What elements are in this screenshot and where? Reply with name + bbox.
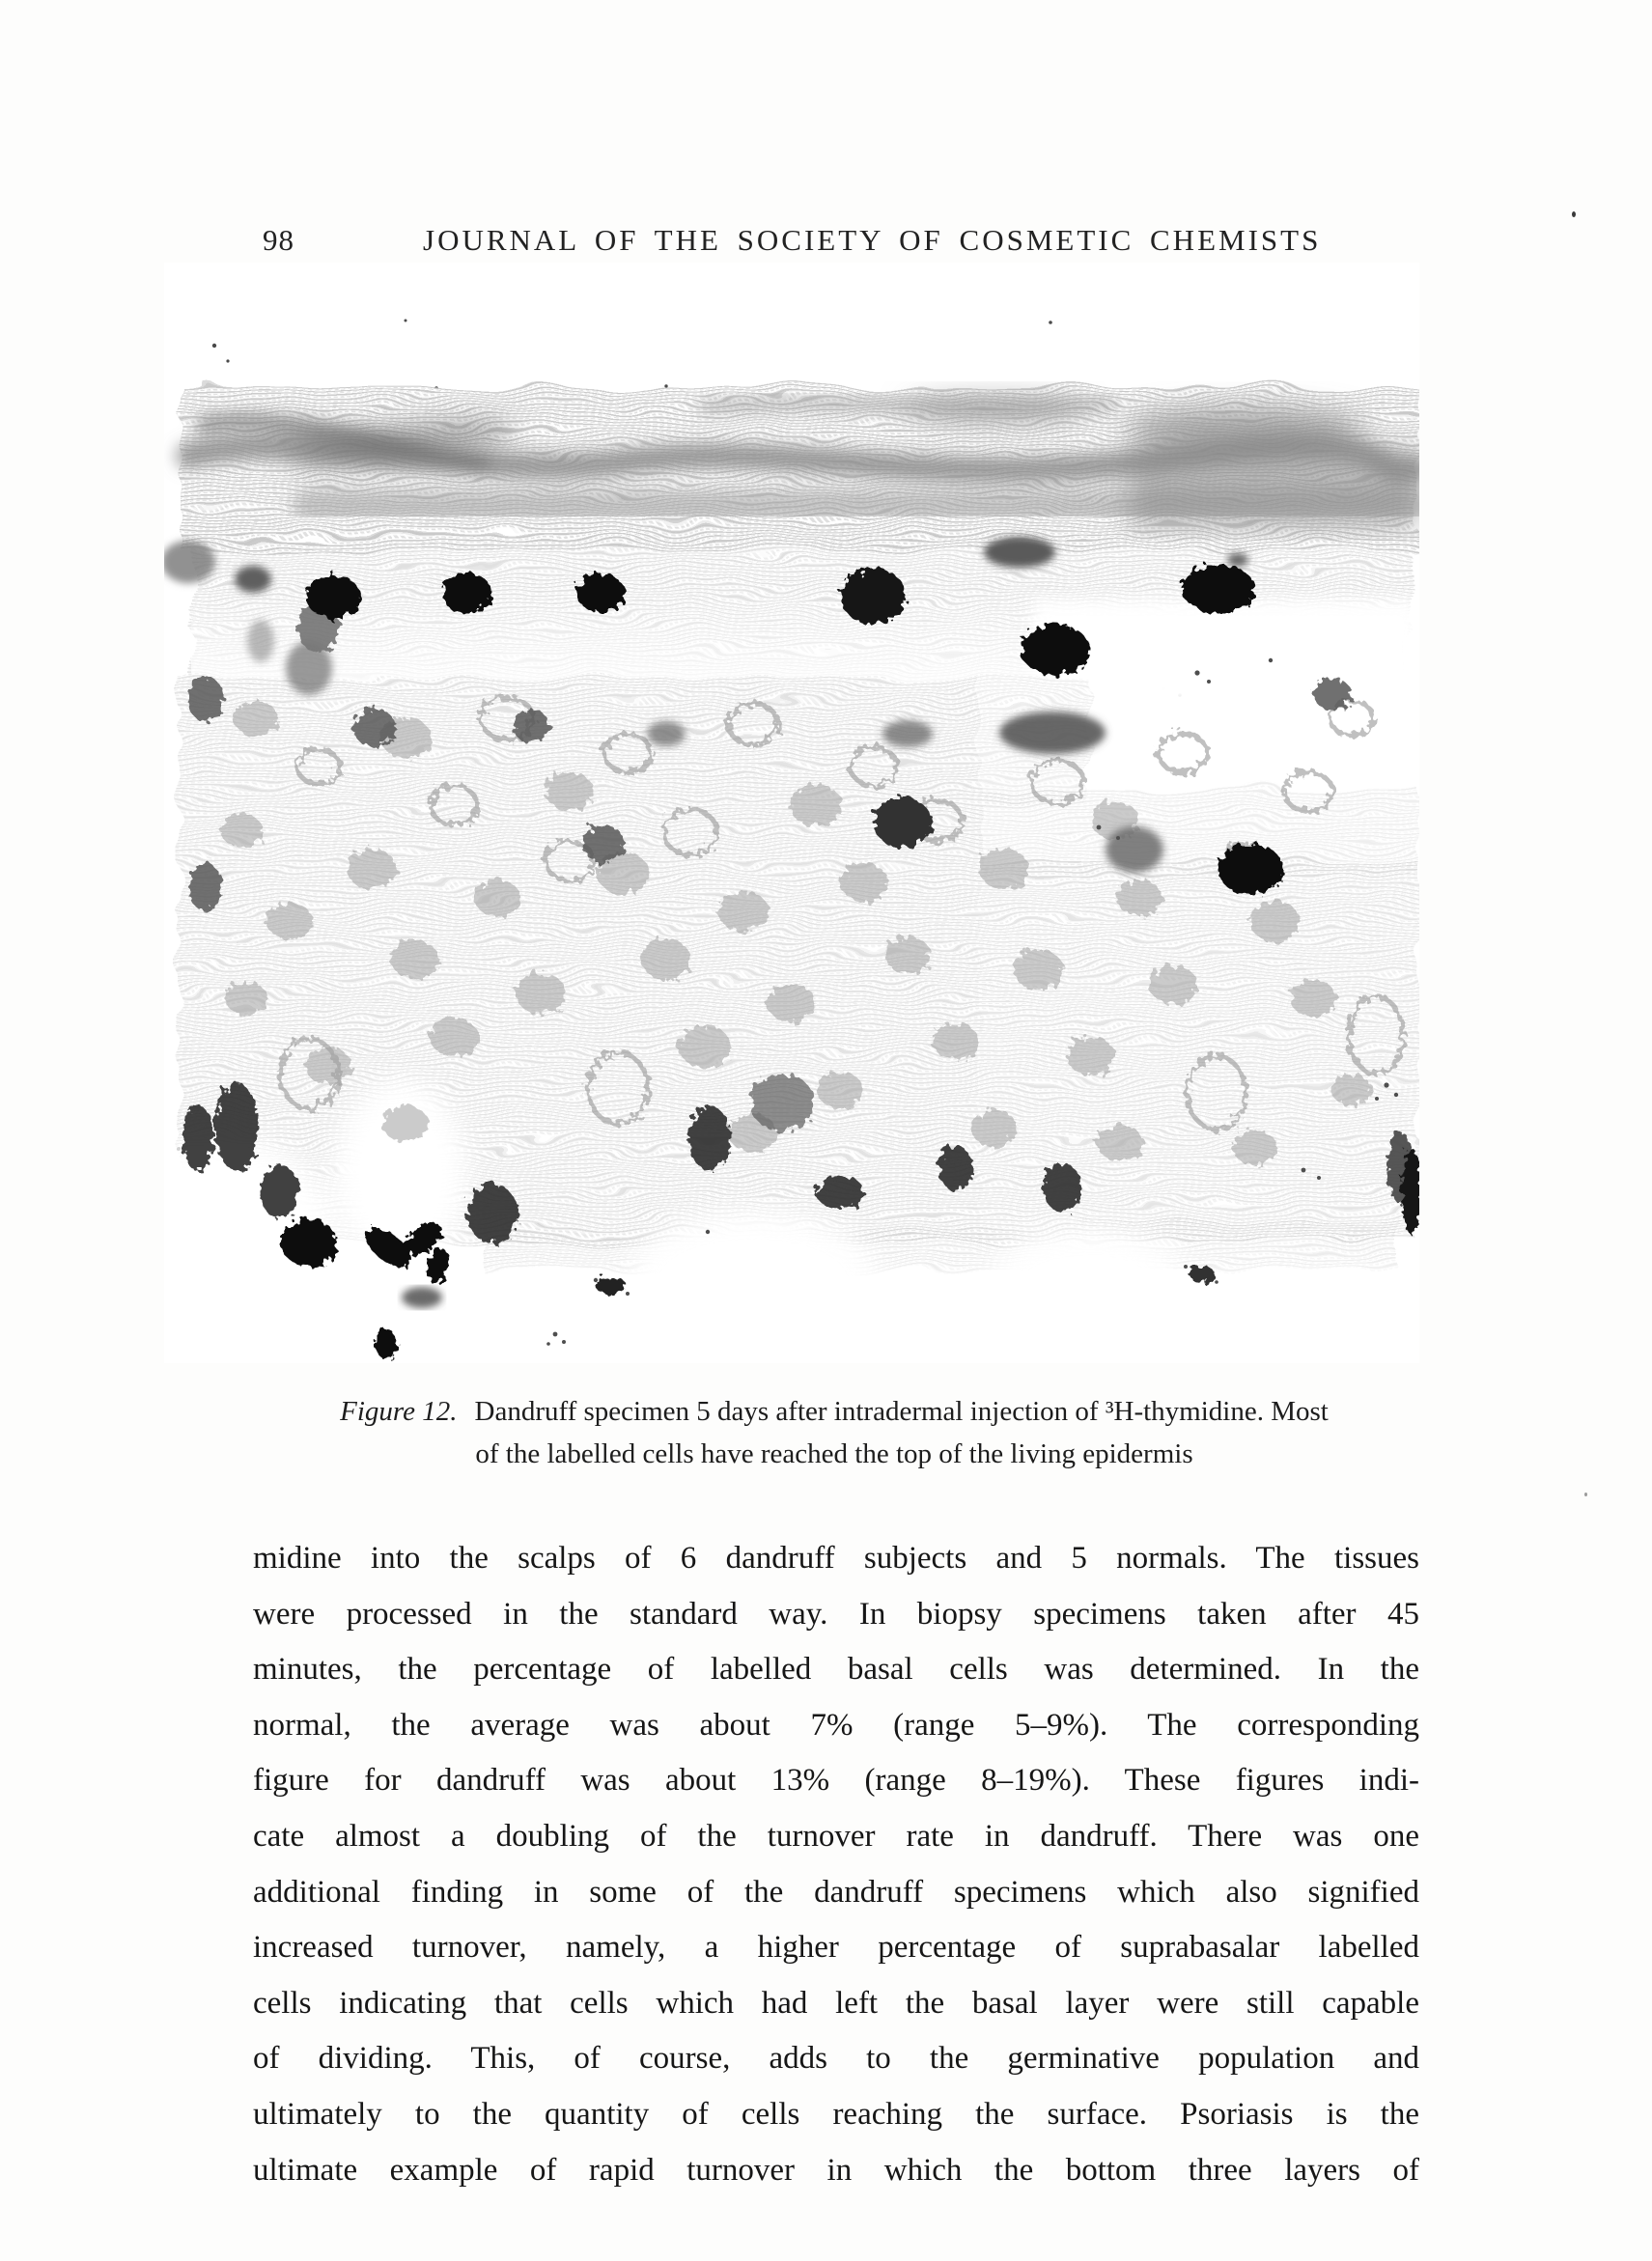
body-line: minutes, the percentage of labelled basal cells was determined. In the bbox=[253, 1652, 1419, 1688]
scan-speck bbox=[1584, 1493, 1587, 1496]
body-line: additional finding in some of the dandruff specimens which also signified bbox=[253, 1874, 1419, 1910]
figure-12 bbox=[164, 263, 1419, 1363]
body-line: of dividing. This, of course, adds to the germinative population and bbox=[253, 2041, 1419, 2077]
body-line: figure for dandruff was about 13% (range 8–19%). These figures indi- bbox=[253, 1763, 1419, 1799]
body-line: ultimate example of rapid turnover in which the bottom three layers of bbox=[253, 2152, 1419, 2188]
body-line: normal, the average was about 7% (range 5–9%). The corresponding bbox=[253, 1707, 1419, 1743]
page-header bbox=[0, 223, 1652, 262]
figure-label: Figure 12. bbox=[340, 1396, 458, 1427]
body-line: ultimately to the quantity of cells reaching the surface. Psoriasis is the bbox=[253, 2096, 1419, 2132]
body-text bbox=[253, 1531, 1419, 2198]
scan-speck bbox=[1572, 211, 1576, 217]
body-line: were processed in the standard way. In biopsy specimens taken after 45 bbox=[253, 1596, 1419, 1632]
micrograph-image bbox=[164, 263, 1419, 1363]
body-line: cells indicating that cells which had left the basal layer were still capable bbox=[253, 1985, 1419, 2021]
caption-text-1: Dandruff specimen 5 days after intradermal injection of ³H-thymidine. Most bbox=[474, 1396, 1329, 1427]
journal-title: JOURNAL OF THE SOCIETY OF COSMETIC CHEMISTS bbox=[423, 223, 1322, 257]
caption-line-1 bbox=[249, 1390, 1419, 1433]
stratum-corneum-band bbox=[182, 386, 1419, 550]
figure-caption bbox=[249, 1390, 1419, 1475]
body-line: increased turnover, namely, a higher percentage of suprabasalar labelled bbox=[253, 1930, 1419, 1966]
body-line: midine into the scalps of 6 dandruff subjects and 5 normals. The tissues bbox=[253, 1541, 1419, 1576]
page-number: 98 bbox=[263, 223, 294, 257]
body-line: cate almost a doubling of the turnover rate in dandruff. There was one bbox=[253, 1818, 1419, 1854]
caption-line-2: of the labelled cells have reached the top of the living epidermis bbox=[475, 1438, 1193, 1469]
